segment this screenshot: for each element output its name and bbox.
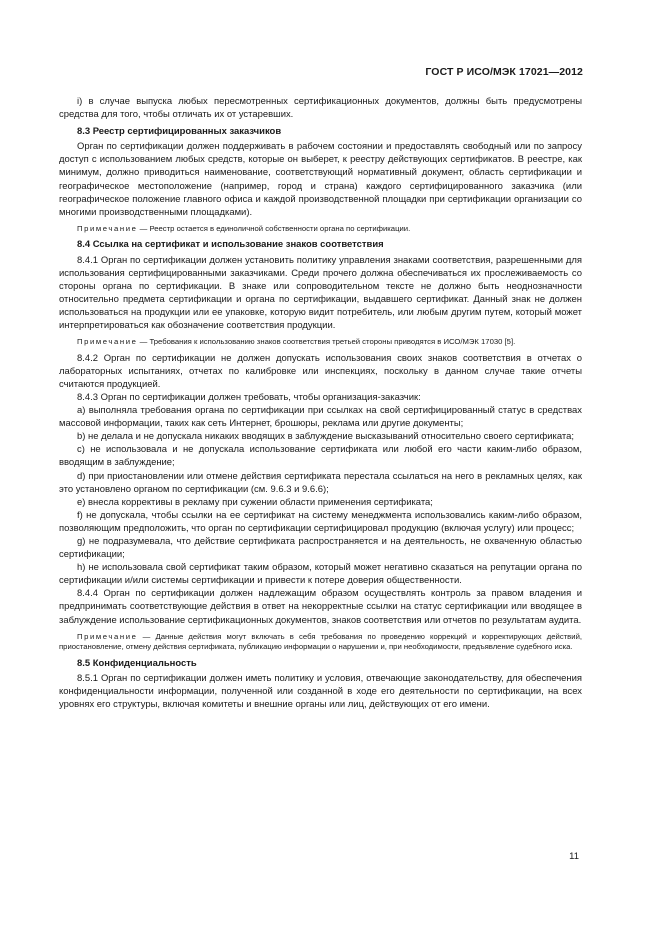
section-heading-8-3: 8.3 Реестр сертифицированных заказчиков	[77, 126, 282, 138]
note-label: Примечание	[77, 223, 138, 233]
list-item-d: d) при приостановлении или отмене действия сертификата перестала ссылаться на него в рекламных целях, как это установлено органом по сертификации (см. 9.6.3 и 9.6.6);	[59, 470, 582, 495]
paragraph-8-4-1: 8.4.1 Орган по сертификации должен установить политику управления знаками соответствия, разрешенными для использования сертифицированными заказчиками. Среди прочего должна обеспечиваться их прослеживаемость со стороны органа по сертификации. В знаке или сопроводительном тексте не должно быть неоднозначности относительно предмета сертификации и органа по сертификации, выдавшего сертификат. Данный знак не должен использоваться на продукции или ее упаковке, которую видит потребитель, или любым другим путем, который может интерпретироваться как обозначение соответствия продукции.	[59, 254, 582, 331]
page-number: 11	[569, 851, 579, 862]
document-body	[59, 95, 582, 711]
note-1	[59, 224, 582, 235]
list-item-c: c) не использовала и не допускала использование сертификата или любой его части каким-либо образом, вводящим в заблуждение;	[59, 444, 582, 469]
section-heading-8-5: 8.5 Конфиденциальность	[77, 657, 197, 669]
paragraph-8-4-3: 8.4.3 Орган по сертификации должен требовать, чтобы организация-заказчик:	[77, 391, 421, 403]
note-label: Примечание	[77, 337, 138, 347]
paragraph-8-5-1: 8.5.1 Орган по сертификации должен иметь политику и условия, отвечающие законодательству, для обеспечения конфиденциальности информации, полученной или созданной в ходе его деятельности по сертификации, на всех уровнях его структуры, включая комитеты и внешние органы или лиц, действующих от его имени.	[59, 672, 582, 711]
list-item-g: g) не подразумевала, что действие сертификата распространяется и на деятельность, не охваченную областью сертификации;	[59, 536, 582, 561]
list-item-b: b) не делала и не допускала никаких вводящих в заблуждение высказываний относительно своего сертификата;	[77, 431, 574, 443]
note-text: — Данные действия могут включать в себя требования по проведению коррекций и корректирующих действий, приостановление, отмену действия сертификата, публикацию информации о нарушении и, при необходимости, предъявление судебного иска.	[59, 631, 582, 652]
paragraph-8-3: Орган по сертификации должен поддерживать в рабочем состоянии и предоставлять свободный или по запросу доступ с использованием любых средств, которые он выберет, к реестру действующих сертификатов. В реестре, как минимум, должно приводиться наименование, соответствующий нормативный документ, область сертификации и географическое местоположение (например, город и страна) каждого сертифицированного заказчика (или географическое положение главного офиса и каждой производственной площадки при сертификации организации со многими производственными площадками).	[59, 141, 582, 218]
section-heading-8-4: 8.4 Ссылка на сертификат и использование знаков соответствия	[77, 239, 384, 251]
list-item-h: h) не использовала свой сертификат таким образом, который может негативно сказаться на репутации органа по сертификации и/или системы сертификации и привести к потере доверия общественности.	[59, 562, 582, 587]
list-item-i: i) в случае выпуска любых пересмотренных сертификационных документов, должны быть предусмотрены средства для того, чтобы отличать их от устаревших.	[59, 96, 582, 121]
list-item-a: a) выполняла требования органа по сертификации при ссылках на свой сертифицированный статус в средствах массовой информации, таких как сеть Интернет, брошюры, реклама или другие документы;	[59, 405, 582, 430]
note-2	[59, 337, 582, 348]
note-text: — Требования к использованию знаков соответствия третьей стороны приводятся в ИСО/МЭК 17030 [5].	[139, 337, 516, 347]
list-item-e: e) внесла коррективы в рекламу при сужении области применения сертификата;	[77, 496, 433, 508]
note-3	[59, 632, 582, 653]
paragraph-8-4-4: 8.4.4 Орган по сертификации должен надлежащим образом осуществлять контроль за правом владения и предпринимать соответствующие действия в ответ на некорректные ссылки на статус сертификации или вводящее в заблуждение использование сертификационных документов, знаков соответствия или отчетов по результатам аудита.	[59, 588, 582, 626]
note-text: — Реестр остается в единоличной собственности органа по сертификации.	[139, 223, 411, 233]
note-label: Примечание	[77, 631, 138, 641]
doc-header: ГОСТ Р ИСО/МЭК 17021—2012	[425, 66, 583, 78]
paragraph-8-4-2: 8.4.2 Орган по сертификации не должен допускать использования своих знаков соответствия в отчетах о лабораторных испытаниях, отчетах по калибровке или инспекциях, поскольку в данном случае такие отчеты считаются продукцией.	[59, 352, 582, 390]
list-item-f: f) не допускала, чтобы ссылки на ее сертификат на систему менеджмента использовались каким-либо образом, позволяющим предположить, что орган по сертификации сертифицировал продукцию (включая услугу) или процесс;	[59, 509, 582, 534]
